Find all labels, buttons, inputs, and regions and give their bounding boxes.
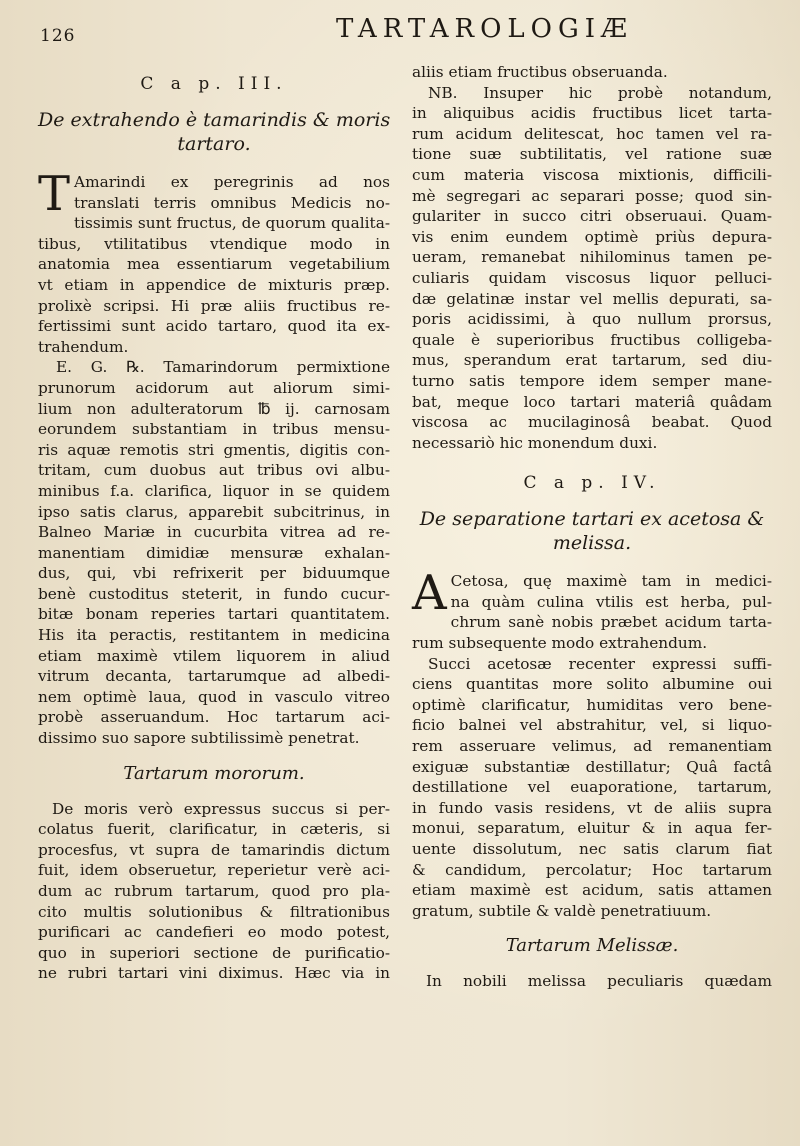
page-number: 126 xyxy=(40,26,76,46)
paragraph xyxy=(38,357,390,748)
text-line: turno satis tempore idem semper mane- xyxy=(412,371,772,390)
text-line: mè segregari ac separari posse; quod sin- xyxy=(412,186,772,205)
drop-capital: T xyxy=(38,166,71,222)
text-line: & candidum, percolatur; Hoc tartarum xyxy=(412,860,772,879)
text-line: poris acidissimi, à quo nullum prorsus, xyxy=(412,310,772,329)
text-line: rum subsequente modo extrahendum. xyxy=(412,634,708,653)
text-line: gulariter in succo citri obseruaui. Quam- xyxy=(412,207,772,226)
text-line: monui, separatum, eluitur & in aqua fer- xyxy=(412,819,772,838)
right-column xyxy=(412,62,772,992)
text-line: ris aquæ remotis stri gmentis, digitis con- xyxy=(38,440,390,459)
text-line: necessariò hic monendum duxi. xyxy=(412,433,658,452)
text-line: anatomia mea essentiarum vegetabilium xyxy=(38,255,390,274)
text-line: purificari ac candefieri eo modo potest, xyxy=(38,923,390,942)
text-line: trahendum. xyxy=(38,337,129,356)
text-line: ueram, remanebat nihilominus tamen pe- xyxy=(412,248,772,267)
text-line: Amarindi ex peregrinis ad nos xyxy=(74,173,390,191)
chapter-caption-line: De separatione tartari ex acetosa & xyxy=(419,508,765,531)
text-line: tritam, cum duobus aut tribus ovi albu- xyxy=(38,461,390,480)
text-line: exiguæ substantiæ destillatur; Quâ factâ xyxy=(412,757,772,776)
text-line: tissimis sunt fructus, de quorum qualita- xyxy=(74,214,390,233)
text-line: culiaris quidam viscosus liquor pelluci- xyxy=(412,268,772,287)
text-line: destillatione vel euaporatione, tartarum, xyxy=(412,778,772,797)
text-line: etiam maximè vtilem liquorem in aliud xyxy=(38,646,390,665)
text-line: chrum sanè nobis præbet acidum tarta- xyxy=(450,613,772,632)
text-line: procesfus, vt supra de tamarindis dictum xyxy=(38,840,390,859)
text-line: rem asseruare velimus, ad remanentiam xyxy=(412,737,772,756)
text-line: mus, sperandum erat tartarum, sed diu- xyxy=(412,351,772,370)
text-line: ficio balnei vel abstrahitur, vel, si liquo- xyxy=(412,716,772,735)
chapter-heading: C a p. III. xyxy=(140,74,288,94)
text-line: Balneo Mariæ in cucurbita vitrea ad re- xyxy=(38,523,390,542)
running-title: TARTAROLOGIÆ xyxy=(336,14,634,44)
text-line: quale è superioribus fructibus colligeba- xyxy=(412,330,772,349)
chapter-heading: C a p. IV. xyxy=(523,473,661,494)
left-column xyxy=(38,70,390,984)
text-line: cum materia viscosa mixtionis, difficili- xyxy=(412,165,772,184)
section-subheading: Tartarum Melissæ. xyxy=(505,935,679,957)
text-line: eorundem substantiam in tribus mensu- xyxy=(38,420,390,439)
text-line: uente dissolutum, nec satis clarum fiat xyxy=(412,840,772,858)
text-line: bitæ bonam reperies tartari quantitatem. xyxy=(38,605,390,624)
text-line: Cetosa, quę maximè tam in medici- xyxy=(450,572,772,591)
text-line: translati terris omnibus Medicis no- xyxy=(74,193,390,212)
text-line: in fundo vasis residens, vt de aliis supra xyxy=(412,798,772,817)
paragraph xyxy=(38,166,390,357)
text-line: fertissimi sunt acido tartaro, quod ita ex- xyxy=(38,317,390,336)
text-line: viscosa ac mucilaginosâ beabat. Quod xyxy=(412,413,772,432)
paragraph xyxy=(412,565,772,921)
text-line: etiam maximè est acidum, satis attamen xyxy=(412,881,772,900)
text-line: lium non adulteratorum ℔ ij. carnosam xyxy=(38,399,390,418)
drop-capital: A xyxy=(412,565,447,622)
text-line: ipso satis clarus, apparebit subcitrinus, in xyxy=(38,502,390,521)
chapter-caption-line: De extrahendo è tamarindis & moris xyxy=(38,109,391,131)
text-line: cito multis solutionibus & filtrationibus xyxy=(38,902,390,921)
text-line: colatus fuerit, clarificatur, in cæteris, si xyxy=(38,820,390,839)
text-line: minibus f.a. clarifica, liquor in se quidem xyxy=(38,481,390,500)
text-line: E. G. ℞. Tamarindorum permixtione xyxy=(56,358,390,377)
text-line: Succi acetosæ recenter expressi suffi- xyxy=(428,654,772,673)
text-line: gratum, subtile & valdè penetratiuum. xyxy=(412,901,712,920)
chapter-caption-line: tartaro. xyxy=(177,133,251,155)
text-line: dæ gelatinæ instar vel mellis depurati, sa- xyxy=(412,289,772,308)
paragraph xyxy=(38,799,390,984)
text-line: ciens quantitas more solito albumine oui xyxy=(412,675,772,694)
text-line: aliis etiam fructibus obseruanda. xyxy=(412,63,668,81)
text-line: quo in superiori sectione de purificatio- xyxy=(38,943,390,962)
text-line: fuit, idem obseruetur, reperietur verè aci- xyxy=(38,861,390,880)
text-line: NB. Insuper hic probè notandum, xyxy=(428,83,772,102)
text-line: tione suæ subtilitatis, vel ratione suæ xyxy=(412,145,772,164)
text-line: dum ac rubrum tartarum, quod pro pla- xyxy=(38,882,390,900)
text-line: rum acidum delitescat, hoc tamen vel ra- xyxy=(412,124,772,143)
text-line: prolixè scripsi. Hi præ aliis fructibus re- xyxy=(38,296,390,315)
running-head xyxy=(0,12,800,52)
text-line: nem optimè laua, quod in vasculo vitreo xyxy=(38,687,390,706)
text-line: vitrum decanta, tartarumque ad albedi- xyxy=(38,667,390,686)
paragraph xyxy=(412,971,772,992)
text-line: bat, meque loco tartari materiâ quâdam xyxy=(412,392,772,411)
text-line: In nobili melissa peculiaris quædam xyxy=(426,972,772,991)
section-subheading: Tartarum mororum. xyxy=(123,762,305,784)
paragraph xyxy=(412,62,772,453)
text-line: probè asseruandum. Hoc tartarum aci- xyxy=(38,708,390,727)
text-line: ne rubri tartari vini diximus. Hæc via in xyxy=(38,964,390,983)
chapter-caption-line: melissa. xyxy=(552,532,632,555)
text-line: na quàm culina vtilis est herba, pul- xyxy=(450,592,772,611)
text-line: optimè clarificatur, humiditas vero bene- xyxy=(412,695,772,714)
text-line: prunorum acidorum aut aliorum simi- xyxy=(38,378,390,397)
text-line: dus, qui, vbi refrixerit per biduumque xyxy=(38,564,390,583)
text-line: His ita peractis, restitantem in medicina xyxy=(38,626,390,645)
text-line: manentiam dimidiæ mensuræ exhalan- xyxy=(38,543,390,562)
text-line: De moris verò expressus succus si per- xyxy=(52,799,390,818)
text-line: benè custoditus steterit, in fundo cucur- xyxy=(38,584,390,603)
text-line: dissimo suo sapore subtilissimè penetrat. xyxy=(38,729,360,748)
text-line: in aliquibus acidis fructibus licet tarta- xyxy=(412,104,772,123)
text-line: vt etiam in appendice de mixturis præp. xyxy=(38,275,390,294)
text-line: tibus, vtilitatibus vtendique modo in xyxy=(38,234,390,253)
text-line: vis enim eundem optimè priùs depura- xyxy=(412,227,772,246)
